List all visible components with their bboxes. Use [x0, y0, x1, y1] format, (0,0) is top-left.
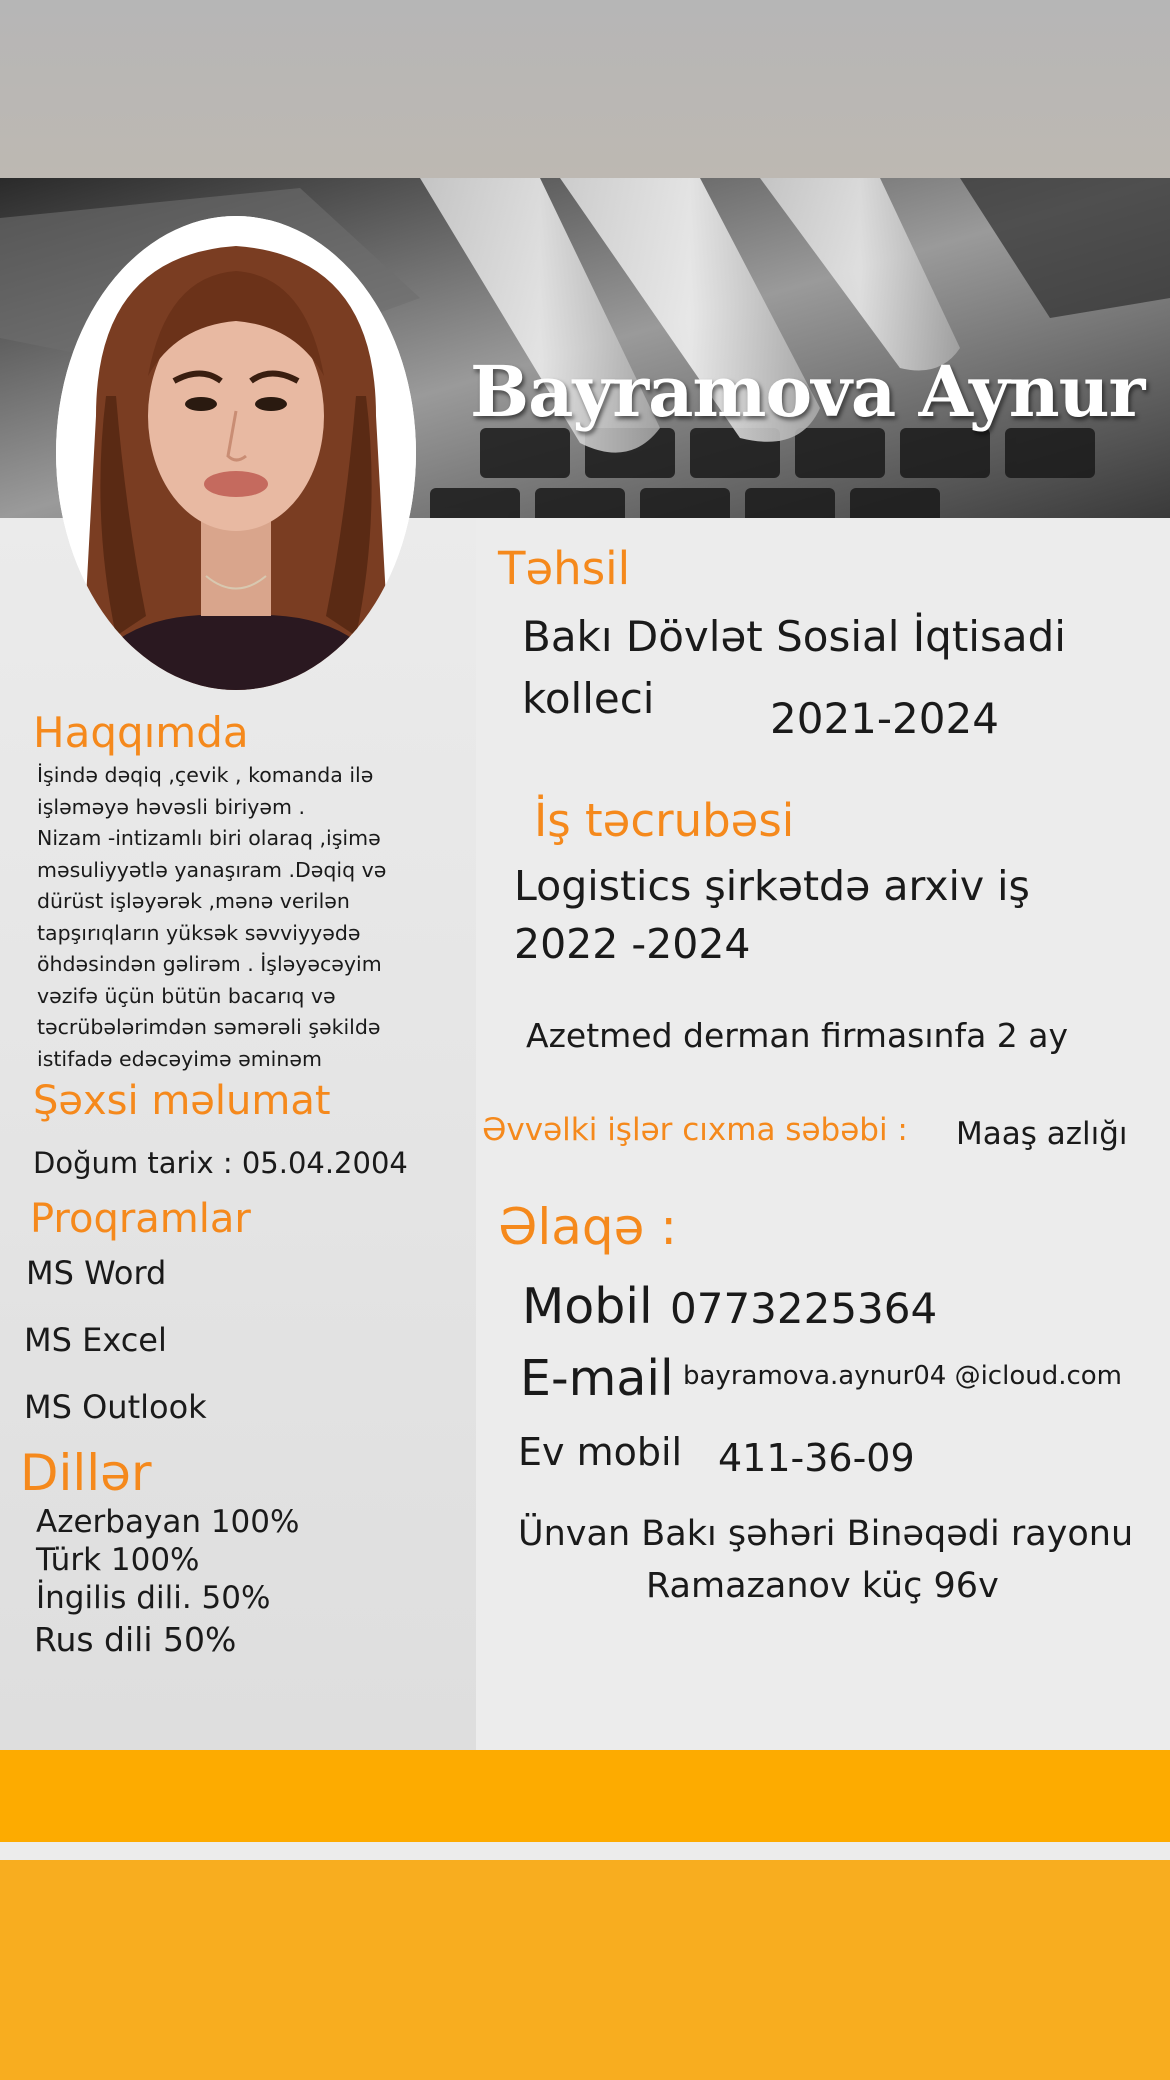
program-item: MS Outlook: [24, 1388, 207, 1426]
divider: [0, 1842, 1170, 1860]
orange-bar: [0, 1750, 1170, 1842]
language-item: Rus dili 50%: [34, 1620, 237, 1659]
bottom-band: [0, 1860, 1170, 2080]
experience-job2: Azetmed derman firmasınfa 2 ay: [526, 1016, 1069, 1055]
language-item: Türk 100%: [36, 1542, 200, 1578]
about-line: öhdəsindən gəlirəm . İşləyəcəyim: [37, 952, 382, 976]
mobile-label: Mobil: [522, 1278, 653, 1335]
education-school-line2: kolleci: [522, 674, 655, 723]
home-phone-label: Ev mobil: [518, 1430, 683, 1474]
portrait-avatar: [56, 216, 416, 690]
education-years: 2021-2024: [770, 694, 999, 743]
mobile-value: 0773225364: [670, 1284, 938, 1333]
contact-title: Əlaqə :: [498, 1198, 678, 1256]
profile-photo: [56, 216, 416, 690]
about-line: vəzifə üçün bütün bacarıq və: [37, 983, 336, 1008]
program-item: MS Excel: [24, 1321, 167, 1359]
education-school-line1: Bakı Dövlət Sosial İqtisadi: [522, 612, 1066, 661]
languages-title: Dillər: [20, 1444, 152, 1502]
birth-date: Doğum tarix : 05.04.2004: [33, 1146, 408, 1180]
about-line: təcrübələrimdən səmərəli şəkildə: [37, 1015, 381, 1039]
email-value: bayramova.aynur04 @icloud.com: [683, 1361, 1123, 1391]
experience-job1-line1: Logistics şirkətdə arxiv iş: [514, 862, 1030, 910]
email-label: E-mail: [520, 1350, 674, 1407]
about-line: işləməyə həvəsli biriyəm .: [37, 794, 306, 819]
leave-reason-label: Əvvəlki işlər cıxma səbəbi :: [482, 1112, 908, 1148]
address-line2: Ramazanov küç 96v: [646, 1566, 999, 1606]
about-line: istifadə edəcəyimə əminəm: [37, 1046, 322, 1071]
language-item: İngilis dili. 50%: [36, 1580, 271, 1616]
home-phone-value: 411-36-09: [718, 1436, 915, 1480]
about-line: İşində dəqiq ,çevik , komanda ilə: [37, 763, 374, 787]
education-title: Təhsil: [498, 542, 631, 595]
leave-reason-value: Maaş azlığı: [956, 1116, 1128, 1152]
personal-title: Şəxsi məlumat: [33, 1078, 331, 1124]
experience-title: İş təcrubəsi: [534, 794, 795, 847]
about-line: Nizam -intizamlı biri olaraq ,işimə: [37, 826, 381, 850]
language-item: Azerbayan 100%: [36, 1504, 300, 1540]
programs-title: Proqramlar: [30, 1196, 251, 1242]
person-name: Bayramova Aynur: [470, 350, 1145, 433]
address-line1: Ünvan Bakı şəhəri Binəqədi rayonu: [518, 1514, 1134, 1554]
program-item: MS Word: [26, 1254, 167, 1292]
experience-job1-line2: 2022 -2024: [514, 920, 751, 968]
about-line: tapşırıqların yüksək səvviyyədə: [37, 920, 361, 945]
about-title: Haqqımda: [33, 708, 249, 757]
top-band: [0, 0, 1170, 178]
about-text: [37, 760, 437, 1075]
about-line: dürüst işləyərək ,mənə verilən: [37, 889, 350, 913]
about-line: məsuliyyətlə yanaşıram .Dəqiq və: [37, 857, 387, 882]
